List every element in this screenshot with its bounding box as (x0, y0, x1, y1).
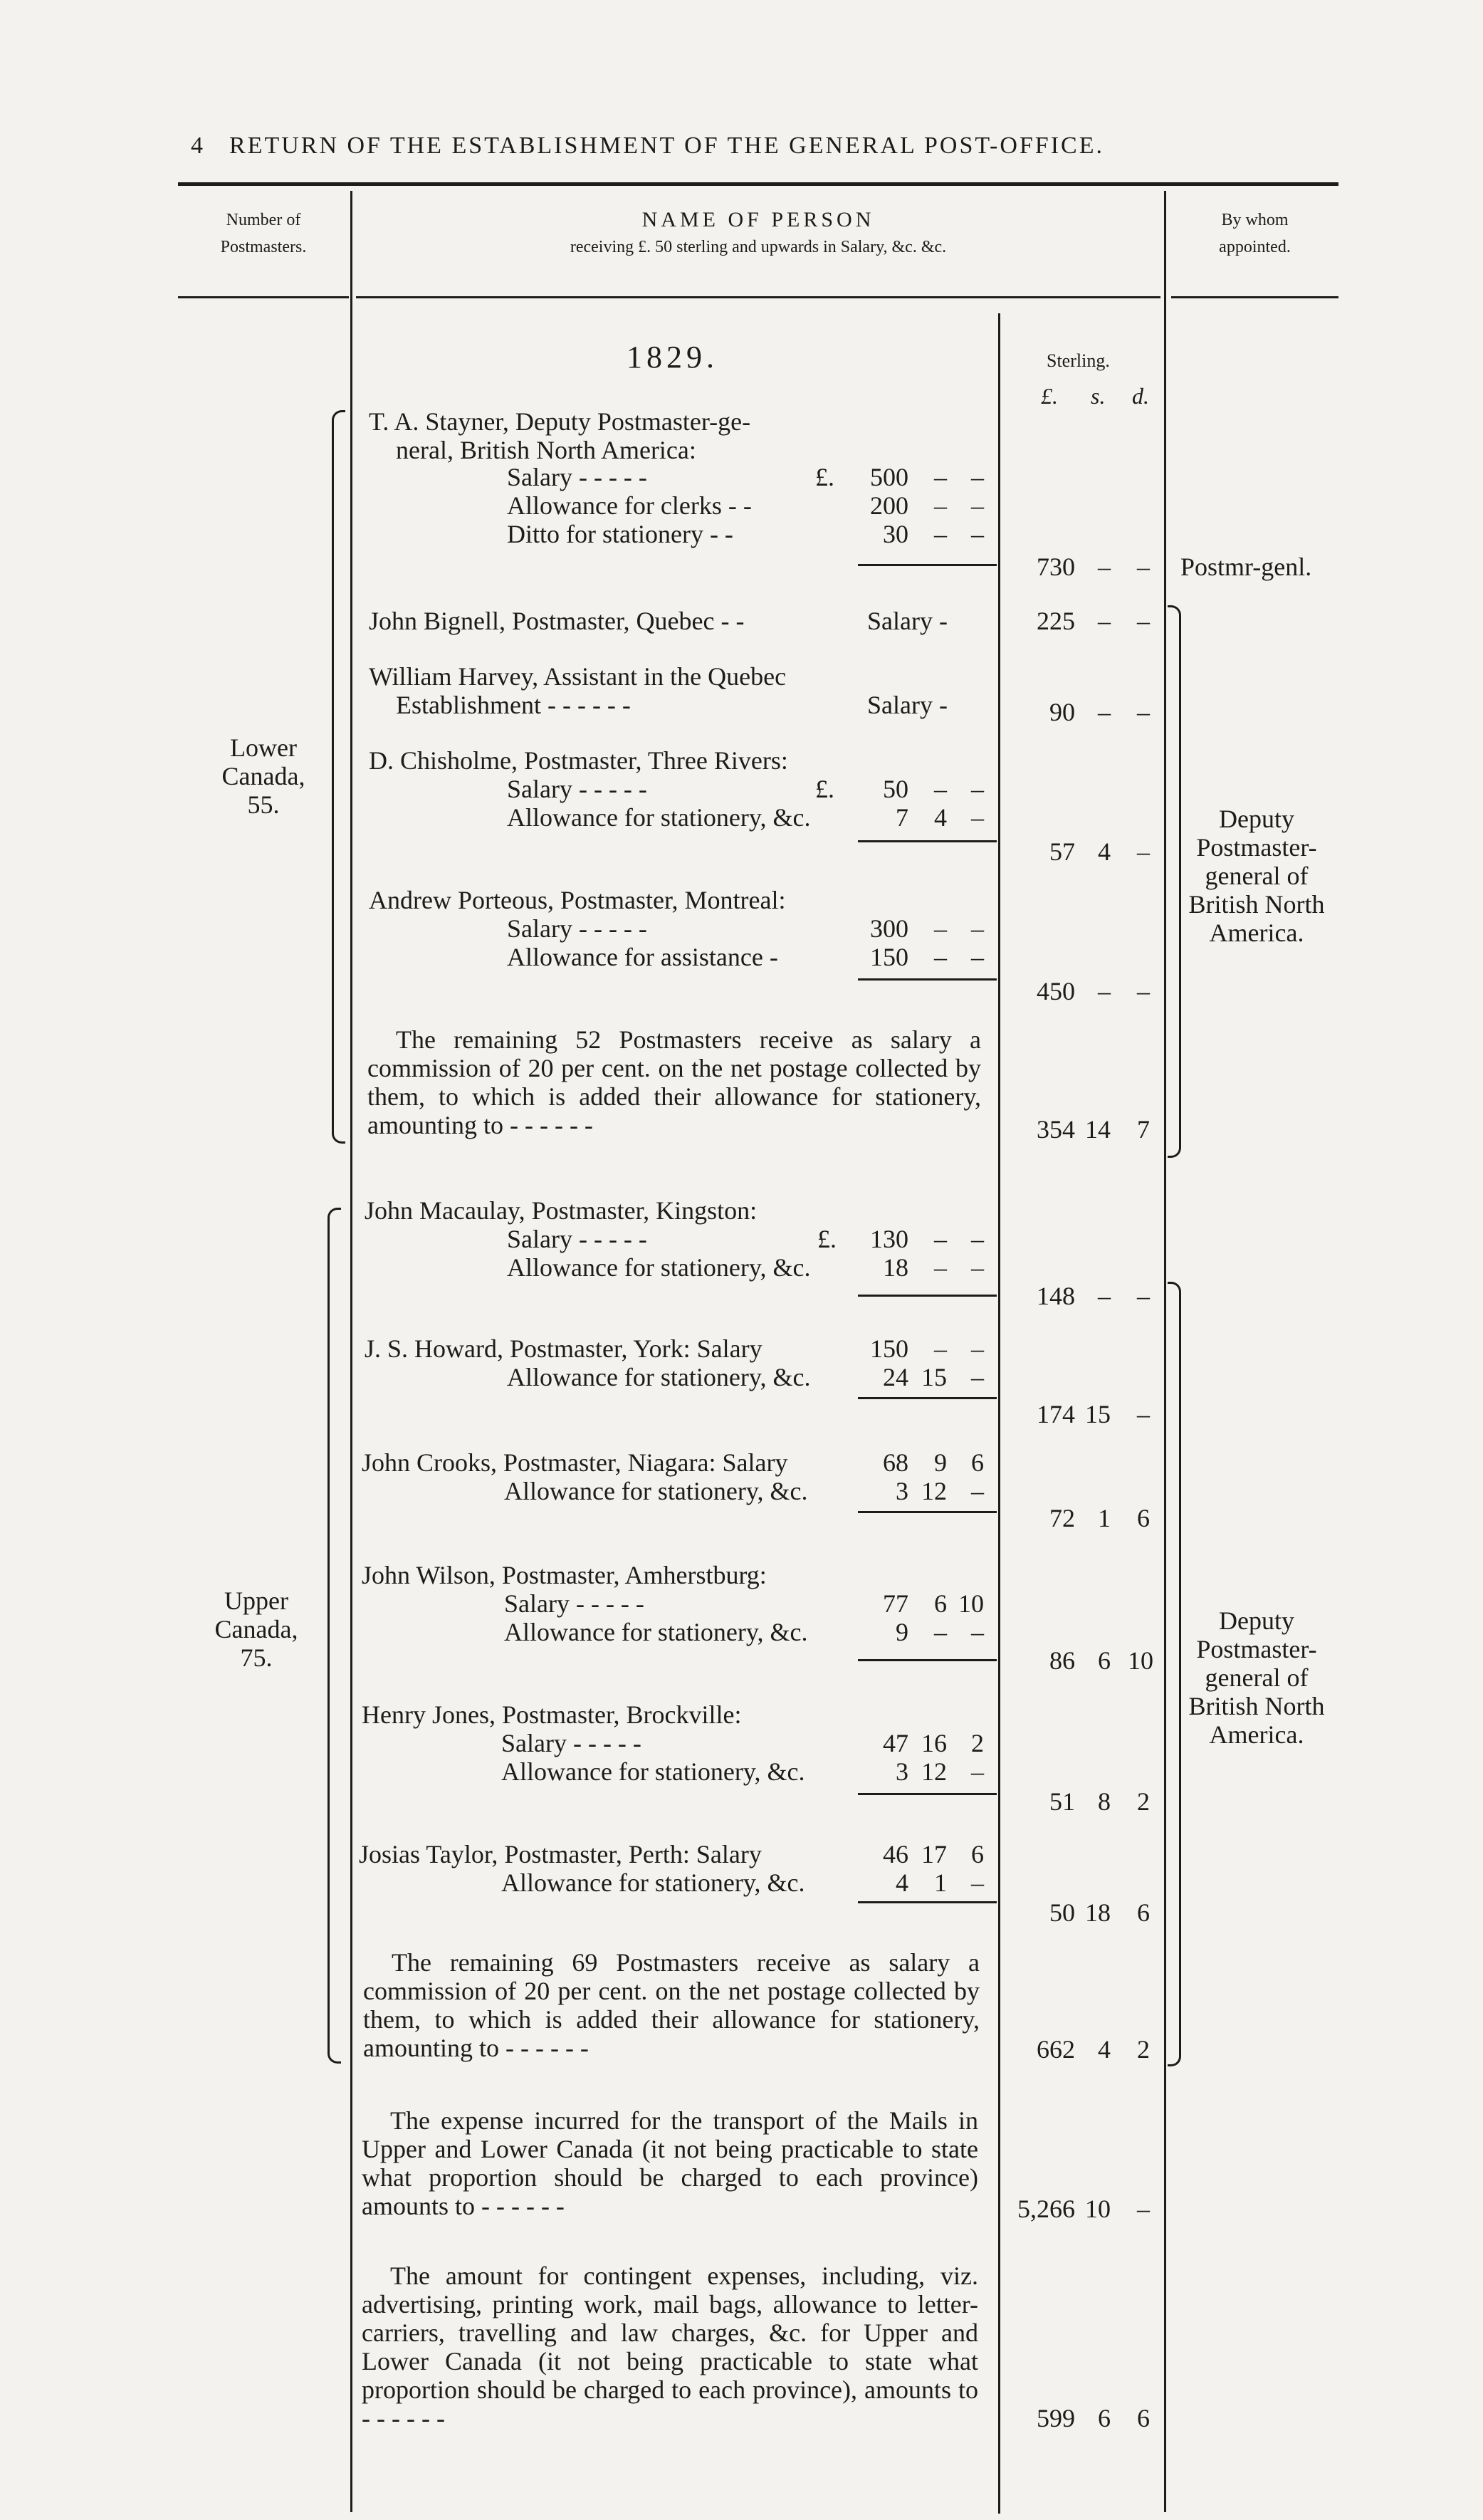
total-pounds: 730 (1037, 553, 1075, 581)
item-pounds: 500 (870, 463, 908, 491)
total-shillings: – (1098, 977, 1111, 1005)
entry-name: Henry Jones, Postmaster, Brockville: (362, 1700, 742, 1729)
item-pence: – (971, 1225, 984, 1253)
total-pounds: 599 (1037, 2404, 1075, 2432)
sum-rule (858, 840, 997, 842)
sum-rule (858, 1901, 997, 1903)
item-label: Allowance for stationery, &c. (507, 803, 811, 832)
total-pounds: 50 (1049, 1898, 1075, 1927)
item-shillings: 16 (921, 1729, 947, 1757)
item-shillings: – (934, 914, 947, 943)
item-label: Salary - - - - - (507, 775, 647, 803)
sum-rule (858, 1295, 997, 1297)
total-pounds: 5,266 (1017, 2195, 1075, 2223)
entry-name: John Bignell, Postmaster, Quebec - - (369, 607, 745, 635)
item-pounds: 30 (883, 520, 908, 548)
item-pound-sign: £. (815, 463, 834, 491)
item-pounds: 24 (883, 1363, 908, 1391)
sum-rule (858, 1659, 997, 1661)
entry-name: J. S. Howard, Postmaster, York: Salary (365, 1334, 763, 1363)
total-pounds: 90 (1049, 698, 1075, 726)
brace-upper-canada-left (327, 1208, 341, 2064)
total-pounds: 225 (1037, 607, 1075, 635)
total-pence: – (1137, 2195, 1150, 2223)
contingent-expense-note: The amount for contingent expenses, including, viz. advertising, printing work, mail bags, allowance to letter-carriers, travelling and law charges, &c. for Upper and Lower Canada (it not being practicable to state what proportion should be charged to each province), amounts to - - - - - - (362, 2262, 978, 2432)
year-heading: 1829. (627, 340, 718, 375)
item-label: Allowance for stationery, &c. (507, 1363, 811, 1391)
item-pence: 10 (958, 1589, 984, 1618)
item-pence: – (971, 520, 984, 548)
rule (178, 296, 349, 298)
head-rule (178, 182, 1338, 186)
total-shillings: – (1098, 1282, 1111, 1310)
item-pounds: 3 (896, 1477, 908, 1505)
total-pence: – (1137, 837, 1150, 866)
total-shillings: 1 (1098, 1504, 1111, 1532)
item-pence: – (971, 803, 984, 832)
running-head: RETURN OF THE ESTABLISHMENT OF THE GENERAL POST-OFFICE. (229, 132, 1104, 159)
item-label: Allowance for stationery, &c. (504, 1618, 808, 1646)
total-shillings: – (1098, 698, 1111, 726)
item-pence: – (971, 1618, 984, 1646)
total-shillings: – (1098, 553, 1111, 581)
sterling-pound: £. (1041, 383, 1058, 409)
item-pounds: 50 (883, 775, 908, 803)
total-shillings: – (1098, 607, 1111, 635)
column-rule (1164, 191, 1166, 2512)
item-pence: – (971, 1868, 984, 1897)
item-label: Allowance for stationery, &c. (501, 1868, 805, 1897)
lower-canada-appointed: Deputy Postmaster- general of British North America. (1188, 805, 1325, 947)
item-label: Salary - - - - - (507, 1225, 647, 1253)
column-rule (998, 313, 1000, 2514)
item-shillings: 6 (934, 1589, 947, 1618)
item-pence: 6 (971, 1840, 984, 1868)
total-pence: 6 (1137, 2404, 1150, 2432)
item-pounds: 300 (870, 914, 908, 943)
item-pence: 6 (971, 1448, 984, 1477)
entry-name: John Wilson, Postmaster, Amherstburg: (362, 1561, 767, 1589)
item-shillings: – (934, 520, 947, 548)
entry-name: William Harvey, Assistant in the Quebec (369, 662, 787, 691)
total-pence: – (1137, 698, 1150, 726)
column-rule (350, 191, 352, 2512)
total-shillings: 8 (1098, 1787, 1111, 1816)
item-pounds: 47 (883, 1729, 908, 1757)
total-shillings: 4 (1098, 837, 1111, 866)
item-shillings: 12 (921, 1757, 947, 1786)
salary-label: Salary - (867, 607, 948, 635)
item-pounds: 4 (896, 1868, 908, 1897)
sum-rule (858, 1397, 997, 1399)
item-pounds: 130 (870, 1225, 908, 1253)
item-shillings: 1 (934, 1868, 947, 1897)
total-shillings: 6 (1098, 1646, 1111, 1675)
total-shillings: 10 (1085, 2195, 1111, 2223)
item-shillings: 17 (921, 1840, 947, 1868)
item-pounds: 9 (896, 1618, 908, 1646)
item-shillings: 15 (921, 1363, 947, 1391)
sterling-shilling: s. (1091, 383, 1106, 409)
item-shillings: – (934, 1225, 947, 1253)
total-shillings: 18 (1085, 1898, 1111, 1927)
entry-name: John Crooks, Postmaster, Niagara: Salary (362, 1448, 788, 1477)
item-shillings: – (934, 1334, 947, 1363)
rule (1171, 296, 1338, 298)
total-shillings: 14 (1085, 1115, 1111, 1144)
sterling-label: Sterling. (1047, 350, 1110, 371)
item-pence: – (971, 1477, 984, 1505)
item-pence: – (971, 491, 984, 520)
column-head-count: Number of Postmasters. (220, 211, 307, 256)
item-pounds: 200 (870, 491, 908, 520)
item-label: Allowance for clerks - - (507, 491, 752, 520)
item-pound-sign: £. (817, 1225, 837, 1253)
total-pounds: 86 (1049, 1646, 1075, 1675)
item-pound-sign: £. (815, 775, 834, 803)
item-shillings: – (934, 463, 947, 491)
total-pence: – (1137, 1282, 1150, 1310)
item-label: Salary - - - - - (507, 914, 647, 943)
item-pence: – (971, 1363, 984, 1391)
item-label: Allowance for stationery, &c. (507, 1253, 811, 1282)
appointed-by: Postmr-genl. (1180, 553, 1312, 581)
lower-canada-label: Lower Canada, 55. (221, 733, 305, 819)
sum-rule (858, 564, 997, 566)
total-pounds: 174 (1037, 1400, 1075, 1428)
item-pence: – (971, 914, 984, 943)
item-pounds: 46 (883, 1840, 908, 1868)
remaining-postmasters-note: The remaining 69 Postmasters receive as salary a commission of 20 per cent. on the net postage collected by them, to which is added their allowance for stationery, amounting to - - - - - - (363, 1948, 980, 2062)
sterling-pence: d. (1132, 383, 1149, 409)
item-pounds: 3 (896, 1757, 908, 1786)
total-shillings: 15 (1085, 1400, 1111, 1428)
item-pounds: 150 (870, 1334, 908, 1363)
total-pounds: 51 (1049, 1787, 1075, 1816)
item-pence: 2 (971, 1729, 984, 1757)
item-pounds: 68 (883, 1448, 908, 1477)
item-shillings: – (934, 775, 947, 803)
item-shillings: – (934, 943, 947, 971)
item-shillings: 9 (934, 1448, 947, 1477)
item-shillings: 4 (934, 803, 947, 832)
sum-rule (858, 1793, 997, 1795)
item-shillings: – (934, 491, 947, 520)
rule (356, 296, 1160, 298)
total-pounds: 57 (1049, 837, 1075, 866)
column-head-name: NAME OF PERSON receiving £. 50 sterling and upwards in Salary, &c. &c. (570, 208, 947, 256)
total-shillings: 6 (1098, 2404, 1111, 2432)
total-shillings: 4 (1098, 2035, 1111, 2064)
entry-name: John Macaulay, Postmaster, Kingston: (365, 1196, 758, 1225)
sum-rule (858, 978, 997, 981)
item-pence: – (971, 1757, 984, 1786)
total-pounds: 72 (1049, 1504, 1075, 1532)
item-shillings: – (934, 1618, 947, 1646)
remaining-postmasters-note: The remaining 52 Postmasters receive as salary a commission of 20 per cent. on the net postage collected by them, to which is added their allowance for stationery, amounting to - - - - - - (367, 1025, 981, 1139)
item-shillings: – (934, 1253, 947, 1282)
entry-name: neral, British North America: (396, 436, 696, 464)
transport-expense-note: The expense incurred for the transport of the Mails in Upper and Lower Canada (it not being practicable to state what proportion should be charged to each province) amounts to - - - - - - (362, 2106, 978, 2220)
item-label: Allowance for assistance - (507, 943, 778, 971)
entry-name: D. Chisholme, Postmaster, Three Rivers: (369, 746, 788, 775)
total-pence: – (1137, 1400, 1150, 1428)
upper-canada-label: Upper Canada, 75. (214, 1586, 298, 1672)
item-pounds: 7 (896, 803, 908, 832)
item-label: Salary - - - - - (504, 1589, 644, 1618)
entry-name: Andrew Porteous, Postmaster, Montreal: (369, 886, 786, 914)
item-shillings: 12 (921, 1477, 947, 1505)
item-label: Ditto for stationery - - (507, 520, 733, 548)
total-pence: 2 (1137, 1787, 1150, 1816)
page-number: 4 (191, 132, 205, 159)
total-pence: 10 (1128, 1646, 1153, 1675)
total-pence: 6 (1137, 1504, 1150, 1532)
entry-name: T. A. Stayner, Deputy Postmaster-ge- (369, 407, 751, 436)
total-pounds: 450 (1037, 977, 1075, 1005)
item-pence: – (971, 775, 984, 803)
item-pence: – (971, 1253, 984, 1282)
salary-label: Salary - (867, 691, 948, 719)
total-pence: – (1137, 977, 1150, 1005)
item-pence: – (971, 463, 984, 491)
total-pounds: 662 (1037, 2035, 1075, 2064)
item-pounds: 77 (883, 1589, 908, 1618)
sum-rule (858, 1511, 997, 1513)
item-label: Allowance for stationery, &c. (501, 1757, 805, 1786)
item-pounds: 18 (883, 1253, 908, 1282)
total-pence: 6 (1137, 1898, 1150, 1927)
item-label: Salary - - - - - (501, 1729, 641, 1757)
item-pence: – (971, 1334, 984, 1363)
item-pence: – (971, 943, 984, 971)
total-pence: 2 (1137, 2035, 1150, 2064)
item-label: Salary - - - - - (507, 463, 647, 491)
total-pence: – (1137, 607, 1150, 635)
total-pounds: 354 (1037, 1115, 1075, 1144)
column-head-appointed: By whom appointed. (1219, 211, 1291, 256)
total-pounds: 148 (1037, 1282, 1075, 1310)
upper-canada-appointed: Deputy Postmaster- general of British North America. (1188, 1606, 1325, 1749)
item-label: Allowance for stationery, &c. (504, 1477, 808, 1505)
entry-name: Josias Taylor, Postmaster, Perth: Salary (359, 1840, 762, 1868)
total-pence: – (1137, 553, 1150, 581)
entry-name: Establishment - - - - - - (396, 691, 631, 719)
total-pence: 7 (1137, 1115, 1150, 1144)
item-pounds: 150 (870, 943, 908, 971)
